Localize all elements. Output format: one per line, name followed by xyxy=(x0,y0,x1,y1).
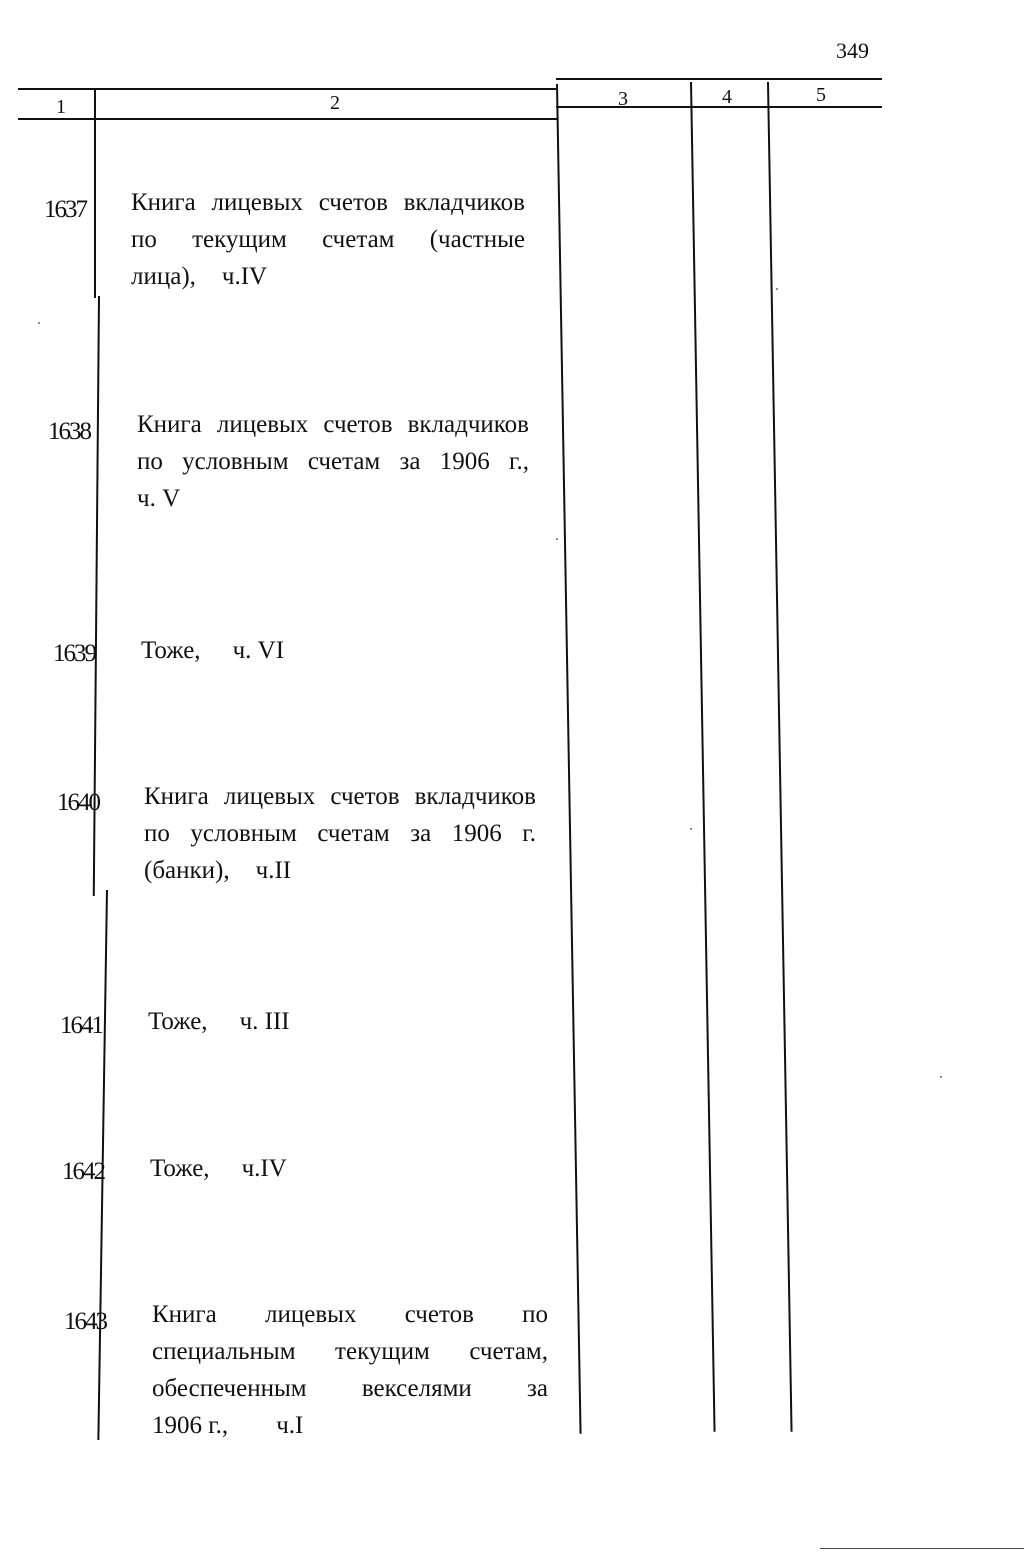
part-number: ч. III xyxy=(239,1008,290,1035)
description-text: (банки), xyxy=(144,857,230,884)
row-number: 1637 xyxy=(44,196,86,223)
scan-speck xyxy=(556,538,558,540)
page-number: 349 xyxy=(836,38,869,63)
header-column-4: 4 xyxy=(722,86,732,108)
row-number: 1641 xyxy=(60,1012,102,1039)
description-line: по условным счетам за 1906 г., xyxy=(137,448,529,475)
description-text: Тоже, xyxy=(141,637,201,664)
row-description xyxy=(150,1150,550,1187)
description-line-final xyxy=(150,1150,550,1187)
row-description xyxy=(148,1003,548,1040)
part-number: ч. VI xyxy=(232,637,285,664)
row-number: 1640 xyxy=(57,789,99,816)
column-divider-1-2 xyxy=(94,88,96,298)
header-column-3: 3 xyxy=(618,88,628,110)
scan-speck xyxy=(38,322,40,324)
description-line: Книга лицевых счетов вкладчиков xyxy=(131,189,525,216)
row-description xyxy=(141,632,541,669)
header-bottom-rule xyxy=(18,118,558,120)
part-number: ч.I xyxy=(276,1412,304,1439)
row-number: 1642 xyxy=(62,1158,104,1185)
description-line-final xyxy=(131,258,525,295)
description-line-final xyxy=(152,1407,548,1444)
scan-speck xyxy=(690,828,692,830)
description-line: Книга лицевых счетов вкладчиков xyxy=(137,411,529,438)
header-top-rule xyxy=(18,88,556,90)
scan-speck xyxy=(776,288,778,290)
row-description xyxy=(131,184,525,295)
scan-speck xyxy=(940,1076,942,1078)
table-top-rule xyxy=(556,78,882,80)
description-text: Тоже, xyxy=(148,1008,208,1035)
description-text: лица), xyxy=(131,263,196,290)
description-line-final xyxy=(148,1003,548,1040)
header-column-2: 2 xyxy=(330,92,340,114)
description-text: Тоже, xyxy=(150,1155,210,1182)
row-number: 1639 xyxy=(53,640,95,667)
part-number: ч.II xyxy=(255,857,292,884)
description-line-final xyxy=(144,852,536,889)
header-column-1: 1 xyxy=(56,96,66,118)
description-line: Книга лицевых счетов вкладчиков xyxy=(144,783,536,810)
part-number: ч.IV xyxy=(221,263,268,290)
row-number: 1643 xyxy=(64,1308,106,1335)
part-number: ч.IV xyxy=(241,1155,287,1182)
row-description xyxy=(152,1296,548,1444)
column-divider-4-5 xyxy=(767,82,792,1432)
header-column-5: 5 xyxy=(816,84,826,106)
column-divider-3-4 xyxy=(690,82,715,1432)
description-line: Книга лицевых счетов по xyxy=(152,1301,548,1328)
description-line: по текущим счетам (частные xyxy=(131,226,525,253)
description-line-final xyxy=(141,632,541,669)
description-line: обеспеченным векселями за xyxy=(152,1375,548,1402)
header-bottom-rule-right xyxy=(556,106,882,108)
part-number: ч. V xyxy=(137,485,181,512)
column-divider-2-3 xyxy=(556,84,581,1434)
row-number: 1638 xyxy=(48,418,90,445)
row-description xyxy=(137,406,529,517)
description-line: специальным текущим счетам, xyxy=(152,1338,548,1365)
scan-edge-mark xyxy=(820,1548,1024,1549)
row-description xyxy=(144,778,536,889)
description-line: по условным счетам за 1906 г. xyxy=(144,820,536,847)
description-text: 1906 г., xyxy=(152,1412,229,1439)
